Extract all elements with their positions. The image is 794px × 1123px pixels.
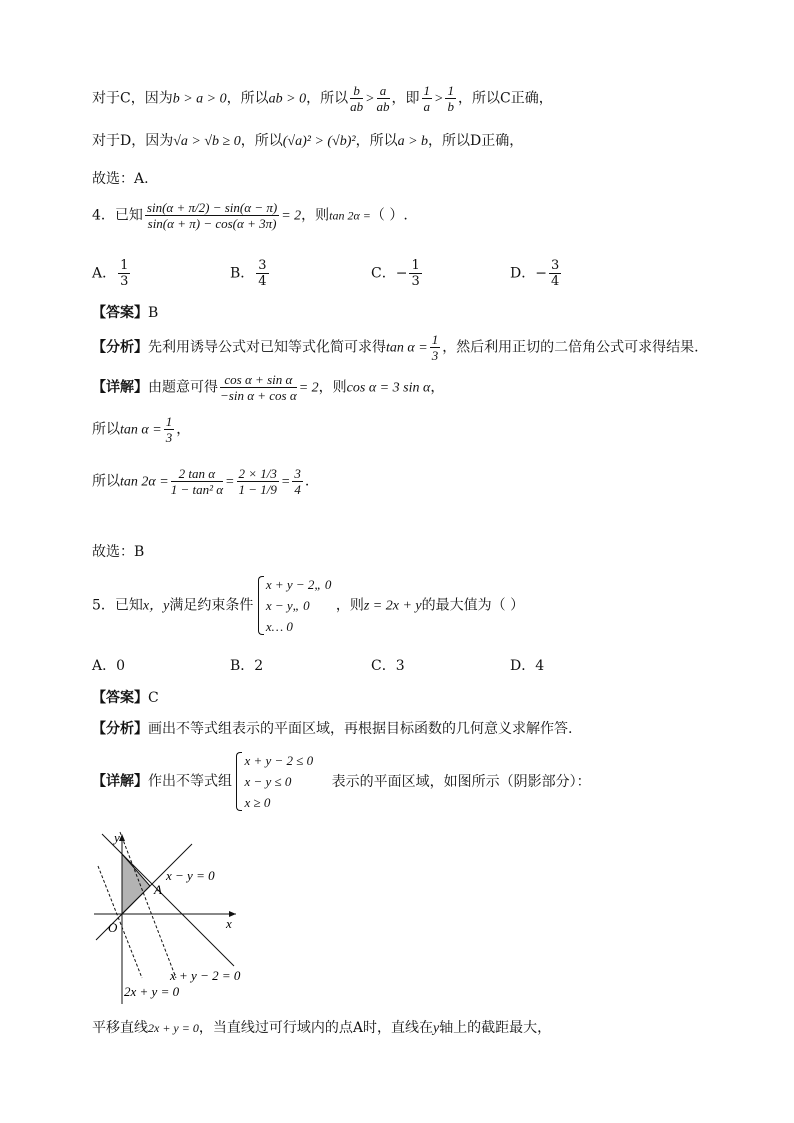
fraction: $\frac{3}{4}$ <box>294 466 301 497</box>
fraction: $\frac{2 \times 1/3}{1 - 1/9}$ <box>238 466 277 497</box>
fraction: $\frac{a}{ab}$ <box>376 83 390 114</box>
question-number: 5．已知 <box>92 597 143 614</box>
option-c-analysis: 对于C，因为b > a > 0，所以ab > 0，所以 $\frac{b}{ab}$ > $\frac{a}{ab}$ ，即 $\frac{1}{a}$ > $\frac{1}{b}$ ，所以C正确， <box>92 83 553 114</box>
math: b > a > 0 <box>172 91 227 107</box>
option-d-analysis <box>92 130 523 150</box>
question-4-fraction: $\frac{\sin(\alpha + \pi/2) - \sin(\alpha - \pi)}{\sin(\alpha + \pi) - \cos(\alpha + 3\pi)}$ <box>146 200 278 231</box>
answer-value: C <box>148 690 159 706</box>
question-4 <box>92 200 408 231</box>
q4-step-1: 所以tan α = $\frac{1}{3}$ ， <box>92 414 191 445</box>
answer-tag: 【答案】 <box>92 690 148 706</box>
math: √a > √b ≥ 0 <box>173 134 241 149</box>
text: ，所以 <box>306 90 349 107</box>
question-number: 4．已知 <box>92 207 143 224</box>
math: a > b <box>397 134 429 149</box>
q5-detail: 【详解】作出不等式组 x + y − 2 ≤ 0 x − y ≤ 0 x ≥ 0 表示的平面区域，如图所示（阴影部分）： <box>92 750 591 813</box>
q4-option-b[interactable]: B． $\frac{3}{4}$ <box>230 258 267 289</box>
q5-option-c[interactable]: C．3 <box>371 658 405 674</box>
q5-answer <box>92 687 159 707</box>
q4-choose: 故选：B <box>92 544 145 560</box>
constraint-system: x + y − 2„ 0 x − y„ 0 x… 0 <box>258 574 332 637</box>
fraction: $\frac{\text{2 tan α}}{\text{1 − tan² α}}$ <box>170 466 224 497</box>
fraction: $\frac{1}{3}$ <box>165 414 173 445</box>
math: tan 2α = <box>329 208 371 223</box>
question-5: 5．已知x，y满足约束条件 x + y − 2„ 0 x − y„ 0 x… 0 ，则z = 2x + y的最大值为（ ） <box>92 574 524 637</box>
answer-value: B <box>148 305 159 321</box>
label-line2: x + y − 2 = 0 <box>170 968 241 983</box>
q4-option-d[interactable]: D．− $\frac{3}{4}$ <box>510 258 560 289</box>
text: （ ）. <box>370 207 408 224</box>
fraction: $\frac{1}{3}$ <box>431 332 439 363</box>
text: ，所以 <box>226 90 269 107</box>
detail-tag: 【详解】 <box>92 379 148 396</box>
text: ，所以 <box>355 133 398 149</box>
fraction: $\frac{1}{3}$ <box>120 258 129 289</box>
fraction: $\frac{3}{4}$ <box>258 258 267 289</box>
label-y: y <box>114 830 120 845</box>
text: ，所以D正确， <box>428 133 524 149</box>
fraction: $\frac{1}{3}$ <box>411 258 420 289</box>
feasible-region-figure <box>88 828 258 1008</box>
math: = 2 <box>281 208 302 224</box>
text: 对于D，因为 <box>92 133 174 149</box>
shaded-region <box>122 854 150 914</box>
text: ，所以 <box>240 133 283 149</box>
q5-analysis: 【分析】画出不等式组表示的平面区域，再根据目标函数的几何意义求解作答. <box>92 721 573 737</box>
q4-step-2: 所以tan 2α = $\frac{\text{2 tan α}}{\text{1 − tan² α}}$ = $\frac{2 \times 1/3}{1 - 1/9}$ = $\frac{3}{4}$ . <box>92 466 310 497</box>
label-O: O <box>108 920 118 935</box>
final-line: 平移直线2x + y = 0，当直线过可行域内的点A时，直线在y轴上的截距最大， <box>92 1020 552 1036</box>
q5-option-b[interactable]: B．2 <box>230 658 264 674</box>
fraction: $\frac{b}{ab}$ <box>350 83 364 114</box>
label-line3: 2x + y = 0 <box>124 984 180 999</box>
label-A: A <box>154 882 162 897</box>
q4-detail: 【详解】由题意可得 $\frac{\text{cos α + sin α}}{\text{−sin α + cos α}}$ = 2，则cos α = 3 sin α， <box>92 372 445 403</box>
text: ，所以C正确， <box>457 90 553 107</box>
fraction: $\frac{1}{b}$ <box>447 83 454 114</box>
label-x: x <box>226 916 232 931</box>
text: ，则 <box>301 207 330 224</box>
math: ab > 0 <box>268 91 307 107</box>
q4-analysis: 【分析】先利用诱导公式对已知等式化简可求得tan α = $\frac{1}{3}$ ，然后利用正切的二倍角公式可求得结果. <box>92 332 699 363</box>
q5-option-a[interactable]: A．0 <box>92 658 126 674</box>
analysis-tag: 【分析】 <box>92 721 148 737</box>
prev-answer: 故选：A. <box>92 171 149 187</box>
fraction: $\frac{1}{a}$ <box>423 83 431 114</box>
fraction: $\frac{3}{4}$ <box>550 258 560 289</box>
analysis-tag: 【分析】 <box>92 339 148 356</box>
label-line1: x − y = 0 <box>166 868 215 883</box>
q4-option-a[interactable]: A． $\frac{1}{3}$ <box>92 258 129 289</box>
q5-option-d[interactable]: D．4 <box>510 658 545 674</box>
detail-tag: 【详解】 <box>92 773 148 790</box>
q4-option-c[interactable]: C．− $\frac{1}{3}$ <box>371 258 420 289</box>
constraint-system: x + y − 2 ≤ 0 x − y ≤ 0 x ≥ 0 <box>236 750 313 813</box>
math: (√a)² > (√b)² <box>282 134 356 149</box>
fraction: $\frac{\text{cos α + sin α}}{\text{−sin α + cos α}}$ <box>220 372 297 403</box>
text: 对于C，因为 <box>92 90 173 107</box>
answer-tag: 【答案】 <box>92 305 148 321</box>
q4-answer <box>92 302 158 322</box>
text: ，即 <box>391 90 420 107</box>
